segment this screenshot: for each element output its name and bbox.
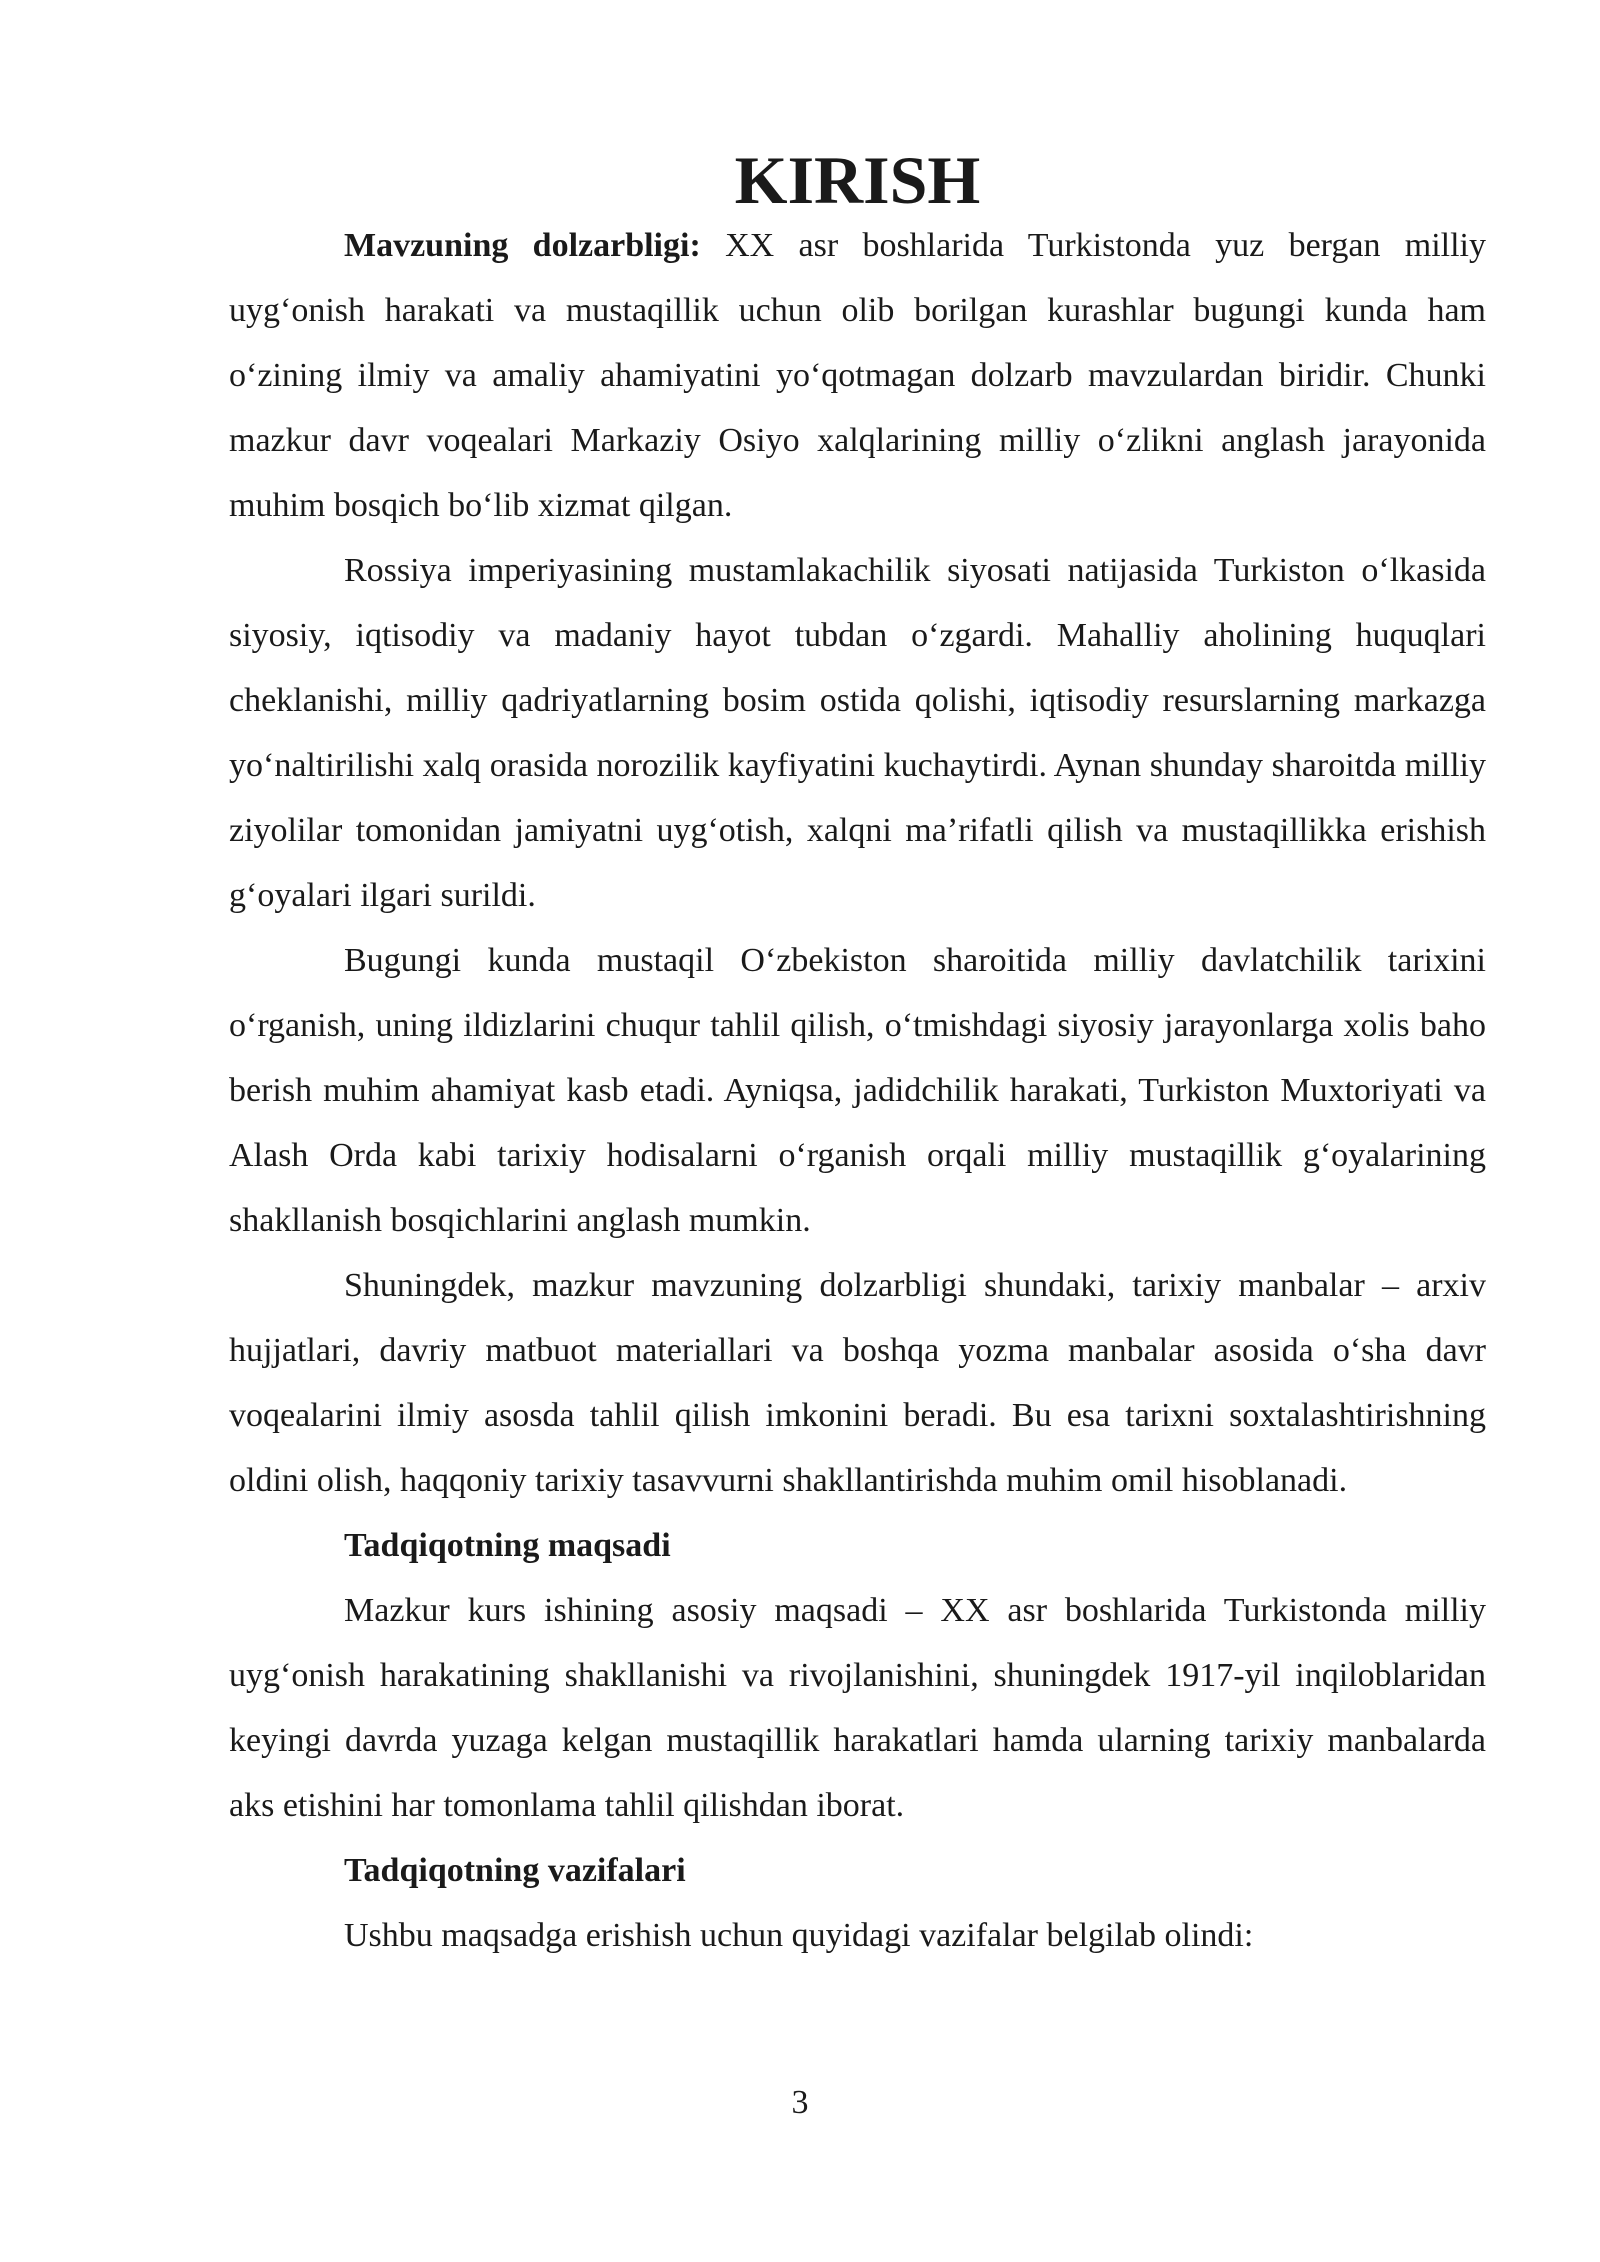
intro-paragraph [229, 213, 1486, 538]
page-title: KIRISH [734, 142, 981, 218]
paragraph-historical-sources: Shuningdek, mazkur mavzuning dolzarbligi shundaki, tarixiy manbalar – arxiv hujjatlari, davriy matbuot materiallari va boshqa yozma manbalar asosida oʻsha davr voqealarini ilmiy asosda tahlil qilish imkonini beradi. Bu esa tarixni soxtalashtirishning oldini olish, haqqoniy tarixiy tasavvurni shakllantirishda muhim omil hisoblanadi. [229, 1267, 1486, 1499]
intro-text: XX asr boshlarida Turkistonda yuz bergan milliy uygʻonish harakati va mustaqillik uchun olib borilgan kurashlar bugungi kunda ham oʻzining ilmiy va amaliy ahamiyatini yoʻqotmagan dolzarb mavzulardan biridir. Chunki mazkur davr voqealari Markaziy Osiyo xalqlarining milliy oʻzlikni anglash jarayonida muhim bosqich boʻlib xizmat qilgan. [229, 227, 1487, 524]
paragraph-independence-history: Bugungi kunda mustaqil Oʻzbekiston sharoitida milliy davlatchilik tarixini oʻrganish, uning ildizlarini chuqur tahlil qilish, oʻtmishdagi siyosiy jarayonlarga xolis baho berish muhim ahamiyat kasb etadi. Ayniqsa, jadidchilik harakati, Turkiston Muxtoriyati va Alash Orda kabi tarixiy hodisalarni oʻrganish orqali milliy mustaqillik gʻoyalarining shakllanish bosqichlarini anglash mumkin. [229, 942, 1486, 1239]
aim-heading: Tadqiqotning maqsadi [344, 1527, 671, 1564]
tasks-paragraph: Ushbu maqsadga erishish uchun quyidagi vazifalar belgilab olindi: [344, 1917, 1254, 1954]
aim-paragraph: Mazkur kurs ishining asosiy maqsadi – XX asr boshlarida Turkistonda milliy uygʻonish harakatining shakllanishi va rivojlanishini, shuningdek 1917-yil inqiloblaridan keyingi davrda yuzaga kelgan mustaqillik harakatlari hamda ularning tarixiy manbalarda aks etishini har tomonlama tahlil qilishdan iborat. [229, 1592, 1486, 1824]
paragraph-colonial-policy: Rossiya imperiyasining mustamlakachilik siyosati natijasida Turkiston oʻlkasida siyosiy, iqtisodiy va madaniy hayot tubdan oʻzgardi. Mahalliy aholining huquqlari cheklanishi, milliy qadriyatlarning bosim ostida qolishi, iqtisodiy resurslarning markazga yoʻnaltirilishi xalq orasida norozilik kayfiyatini kuchaytirdi. Aynan shunday sharoitda milliy ziyolilar tomonidan jamiyatni uygʻotish, xalqni maʼrifatli qilish va mustaqillikka erishish gʻoyalari ilgari surildi. [229, 552, 1486, 914]
tasks-heading: Tadqiqotning vazifalari [344, 1852, 686, 1889]
page-number: 3 [791, 2084, 809, 2121]
page-content [229, 142, 1487, 1968]
intro-lead: Mavzuning dolzarbligi: [344, 227, 701, 264]
